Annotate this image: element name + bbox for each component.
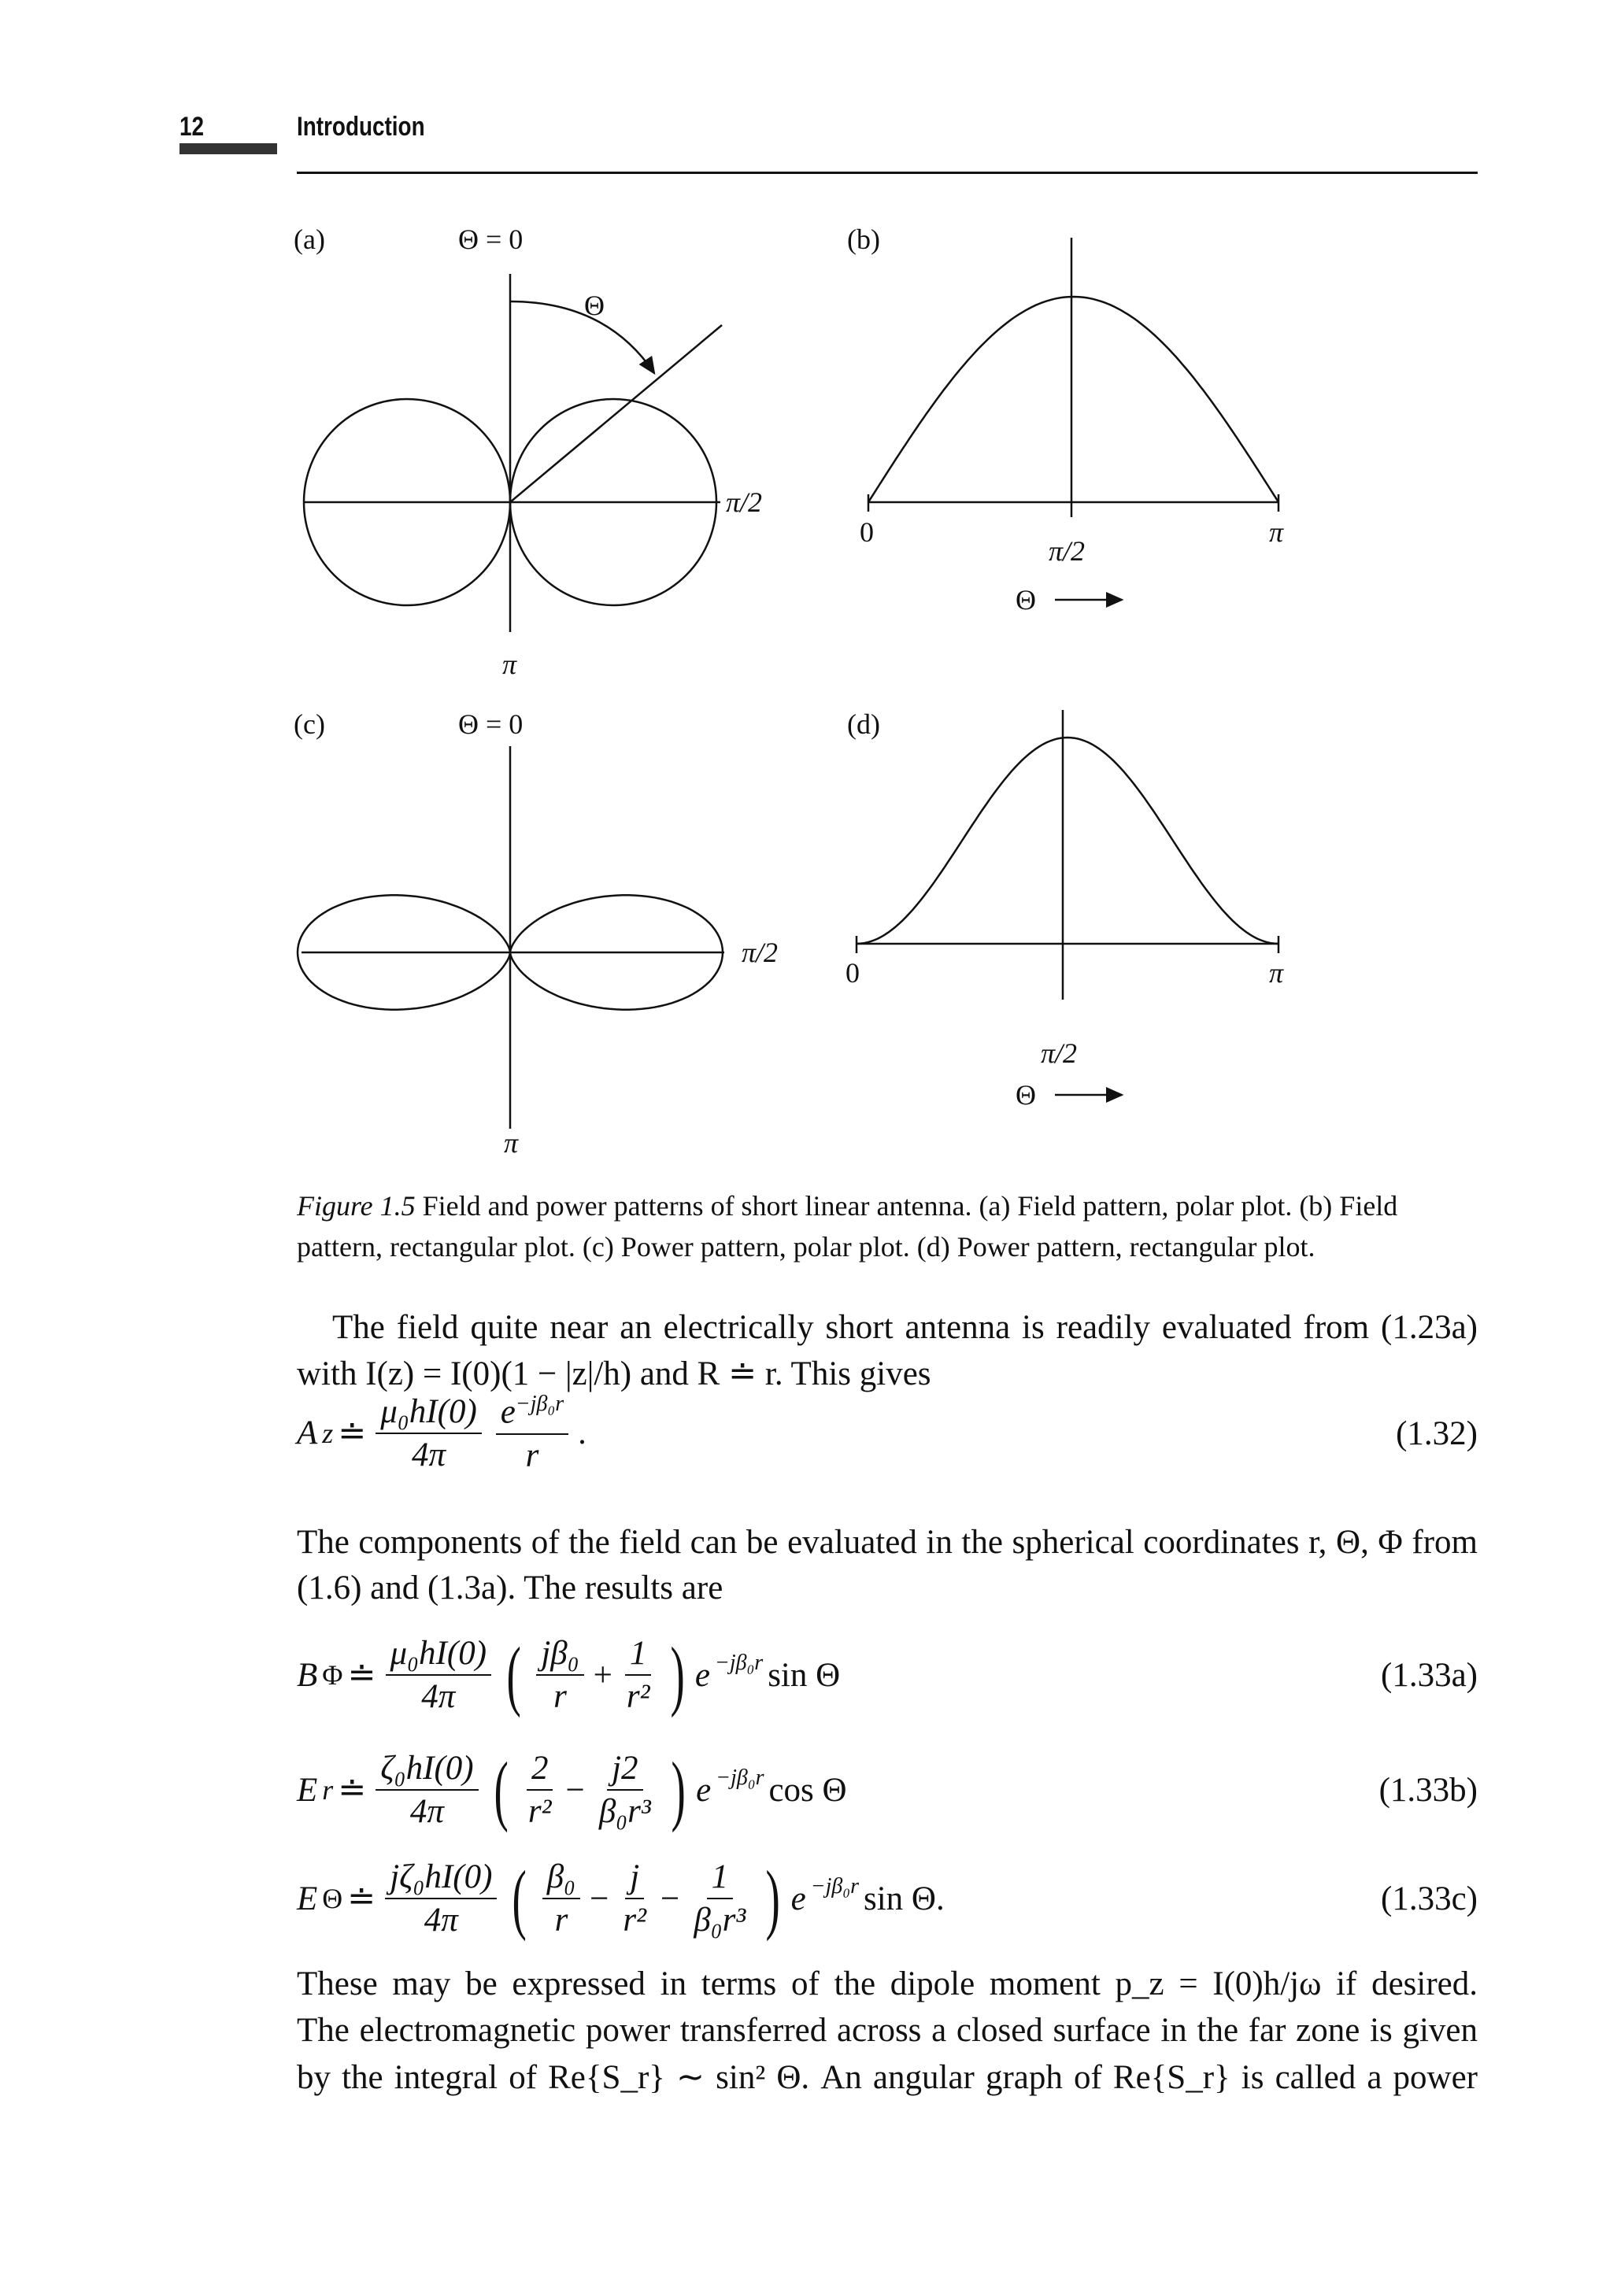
eq-op: − xyxy=(660,1880,680,1917)
b-zero: 0 xyxy=(860,516,874,548)
eq-den: r² xyxy=(527,1793,552,1830)
eq-den: β₀r³ xyxy=(598,1793,651,1830)
eq-num: ζ₀hI(0) xyxy=(376,1749,478,1791)
eq-den: 4π xyxy=(409,1793,444,1830)
a-direction-line xyxy=(510,325,722,502)
b-pi-half: π/2 xyxy=(1049,535,1086,567)
eq-num: μ₀hI(0) xyxy=(386,1634,492,1676)
panel-c-label: (c) xyxy=(294,708,325,740)
equation-1-32 xyxy=(297,1390,1478,1477)
paragraph-1-line-2: with I(z) = I(0)(1 − |z|/h) and R ≐ r. This gives xyxy=(297,1355,931,1392)
equation-number: (1.32) xyxy=(1396,1414,1478,1452)
page-number: 12 xyxy=(179,112,205,142)
panel-b-label: (b) xyxy=(847,224,880,255)
power-pattern-rect-curve xyxy=(857,738,1278,944)
c-theta-zero: Θ = 0 xyxy=(458,708,524,740)
panel-a-label: (a) xyxy=(294,224,325,255)
eq-num: μ₀hI(0) xyxy=(376,1392,482,1434)
eq-den: r² xyxy=(623,1902,647,1939)
panel-d-label: (d) xyxy=(847,708,880,740)
eq-num: jβ₀ xyxy=(536,1634,583,1676)
eq-den: β₀r³ xyxy=(694,1902,746,1939)
eq-num: j2 xyxy=(607,1749,642,1791)
d-pi: π xyxy=(1269,957,1284,989)
eq-rel: ≐ xyxy=(338,1414,367,1452)
eq-num: β₀ xyxy=(542,1858,580,1899)
eq-lhs-sub: Φ xyxy=(322,1659,343,1691)
eq-exp: −jβ₀r xyxy=(716,1765,764,1790)
a-theta-label: Θ xyxy=(584,290,605,321)
c-pi: π xyxy=(504,1127,519,1159)
paragraph-2-line-2: (1.6) and (1.3a). The results are xyxy=(297,1569,723,1606)
equation-1-33a: B Φ ≐ $\frac{\text{μ₀hI(0)}}{4\pi}$ ( $\frac{\text{jβ₀}}{r}$ + $\frac{1}{\text{r²}}$ ) e $^{-j\beta_0r}$ sin Θ (1.33a) xyxy=(297,1631,1478,1718)
eq-rel: ≐ xyxy=(338,1772,367,1809)
eq-num: j xyxy=(625,1858,644,1899)
figure-caption-line-1 xyxy=(297,1185,1478,1226)
d-pi-half: π/2 xyxy=(1041,1037,1078,1069)
eq-op: − xyxy=(565,1771,585,1809)
b-pi: π xyxy=(1269,516,1284,548)
eq-den: r² xyxy=(626,1678,650,1715)
field-pattern-rect-curve xyxy=(868,297,1278,502)
equation-number: (1.33c) xyxy=(1381,1880,1478,1917)
eq-lhs-sub: z xyxy=(322,1417,334,1449)
paragraph-3-line-3: by the integral of Re{S_r} ∼ sin² Θ. An angular graph of Re{S_r} is called a power xyxy=(297,2059,1478,2096)
chapter-title: Introduction xyxy=(297,112,425,142)
a-pi: π xyxy=(502,649,517,680)
equation-1-33b: E r ≐ $\frac{\text{ζ₀hI(0)}}{4\pi}$ ( $\frac{2}{\text{r²}}$ − $\frac{j2}{\text{β₀r³}}$ ) e $^{-j\beta_0r}$ cos Θ (1.33b) xyxy=(297,1746,1478,1833)
d-zero: 0 xyxy=(846,957,860,989)
eq-num: 1 xyxy=(707,1858,734,1899)
equation-number: (1.33a) xyxy=(1381,1656,1478,1694)
a-pi-half: π/2 xyxy=(726,486,763,518)
eq-tail: . xyxy=(578,1414,586,1452)
eq-lhs-sub: Θ xyxy=(322,1883,343,1914)
eq-num: 2 xyxy=(527,1749,553,1791)
eq-exp: −jβ₀r xyxy=(810,1874,859,1899)
eq-rel: ≐ xyxy=(347,1657,376,1694)
eq-num: 1 xyxy=(625,1634,652,1676)
equation-1-33c: E Θ ≐ $\frac{\text{jζ₀hI(0)}}{4\pi}$ ( $\frac{\text{β₀}}{r}$ − $\frac{j}{\text{r²}}$ − $\frac{1}{\text{β₀r³}}$ ) e $^{-j\beta_0r}$ sin Θ. (1.33c) xyxy=(297,1854,1478,1942)
figure-caption-line-2: pattern, rectangular plot. (c) Power pattern, polar plot. (d) Power pattern, rectangular plot. xyxy=(297,1231,1315,1263)
eq-den: r xyxy=(554,1902,568,1939)
eq-den: 4π xyxy=(421,1678,456,1715)
eq-op: + xyxy=(593,1656,612,1694)
eq-exp: −jβ₀r xyxy=(714,1651,764,1675)
theta-arc-arrow xyxy=(510,301,654,373)
d-theta-axis-label: Θ xyxy=(1016,1079,1036,1111)
paragraph-1-line-1: The field quite near an electrically short antenna is readily evaluated from (1.23a) xyxy=(332,1309,1478,1346)
paragraph-3-line-1: These may be expressed in terms of the dipole moment p_z = I(0)h/jω if desired. xyxy=(297,1965,1478,2002)
figure-caption-label: Figure 1.5 xyxy=(297,1190,416,1222)
eq-lhs: B xyxy=(297,1656,318,1694)
eq-lhs: E xyxy=(297,1880,318,1917)
eq-lhs: A xyxy=(297,1414,318,1452)
caption-text-1: Field and power patterns of short linear antenna. (a) Field pattern, polar plot. (b) Field xyxy=(415,1190,1398,1222)
eq-exp: −jβ₀r xyxy=(515,1392,564,1417)
eq-rel: ≐ xyxy=(347,1880,376,1917)
paragraph-2-line-1: The components of the field can be evaluated in the spherical coordinates r, Θ, Φ from xyxy=(297,1524,1478,1561)
eq-den: 4π xyxy=(411,1436,446,1473)
eq-tail: sin Θ xyxy=(768,1656,841,1694)
eq-tail: cos Θ xyxy=(768,1771,847,1809)
eq-den: r xyxy=(553,1678,567,1715)
equation-number: (1.33b) xyxy=(1378,1771,1478,1809)
paragraph-3-line-2: The electromagnetic power transferred across a closed surface in the far zone is given xyxy=(297,2012,1478,2049)
eq-den: 4π xyxy=(424,1902,458,1939)
b-theta-axis-label: Θ xyxy=(1016,584,1036,616)
eq-num: jζ₀hI(0) xyxy=(385,1858,497,1899)
c-pi-half: π/2 xyxy=(742,937,779,968)
eq-lhs-sub: r xyxy=(322,1774,334,1806)
eq-op: − xyxy=(590,1880,609,1917)
eq-lhs: E xyxy=(297,1771,318,1809)
eq-tail: sin Θ. xyxy=(863,1880,945,1917)
eq-den: r xyxy=(525,1436,539,1474)
eq-num: e xyxy=(500,1393,516,1431)
a-theta-zero: Θ = 0 xyxy=(458,224,524,255)
